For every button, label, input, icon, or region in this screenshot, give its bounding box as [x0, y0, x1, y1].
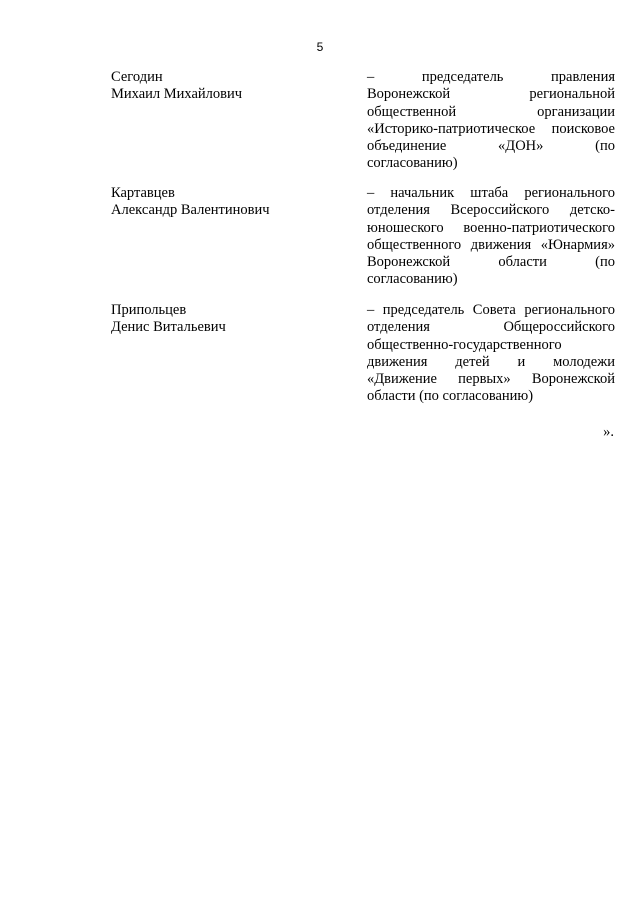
role-line: отделения Всероссийского детско-: [367, 202, 615, 219]
closing-quote-mark: ».: [603, 424, 614, 440]
role-line: юношеского военно-патриотического: [367, 219, 615, 236]
role-line: «Историко-патриотическое поисковое: [367, 120, 615, 137]
role-line: отделения Общероссийского: [367, 319, 615, 336]
member-surname: Картавцев: [111, 185, 175, 201]
member-given-names: Михаил Михайлович: [111, 86, 243, 102]
page-number: 5: [316, 40, 324, 54]
role-line: – председатель Совета регионального: [367, 302, 615, 318]
role-line: согласованию): [367, 271, 458, 288]
role-line: – председатель правления: [367, 69, 615, 85]
member-role: [367, 69, 615, 173]
member-surname: Сегодин: [111, 69, 163, 85]
role-line: общественного движения «Юнармия»: [367, 236, 615, 253]
role-line: объединение «ДОН» (по: [367, 138, 615, 155]
member-role: [367, 302, 615, 406]
member-name: [111, 185, 331, 219]
role-line: Воронежской региональной: [367, 86, 615, 103]
role-line: общественно-государственного: [367, 336, 562, 353]
role-line: – начальник штаба регионального: [367, 185, 615, 201]
role-line: согласованию): [367, 155, 458, 172]
member-name: [111, 69, 331, 103]
role-line: общественной организации: [367, 103, 615, 120]
member-name: [111, 302, 331, 336]
role-line: «Движение первых» Воронежской: [367, 371, 615, 388]
member-surname: Припольцев: [111, 302, 187, 318]
member-given-names: Денис Витальевич: [111, 319, 226, 335]
member-role: [367, 185, 615, 289]
role-line: движения детей и молодежи: [367, 353, 615, 370]
member-given-names: Александр Валентинович: [111, 202, 270, 218]
role-line: области (по согласованию): [367, 388, 534, 405]
role-line: Воронежской области (по: [367, 254, 615, 271]
